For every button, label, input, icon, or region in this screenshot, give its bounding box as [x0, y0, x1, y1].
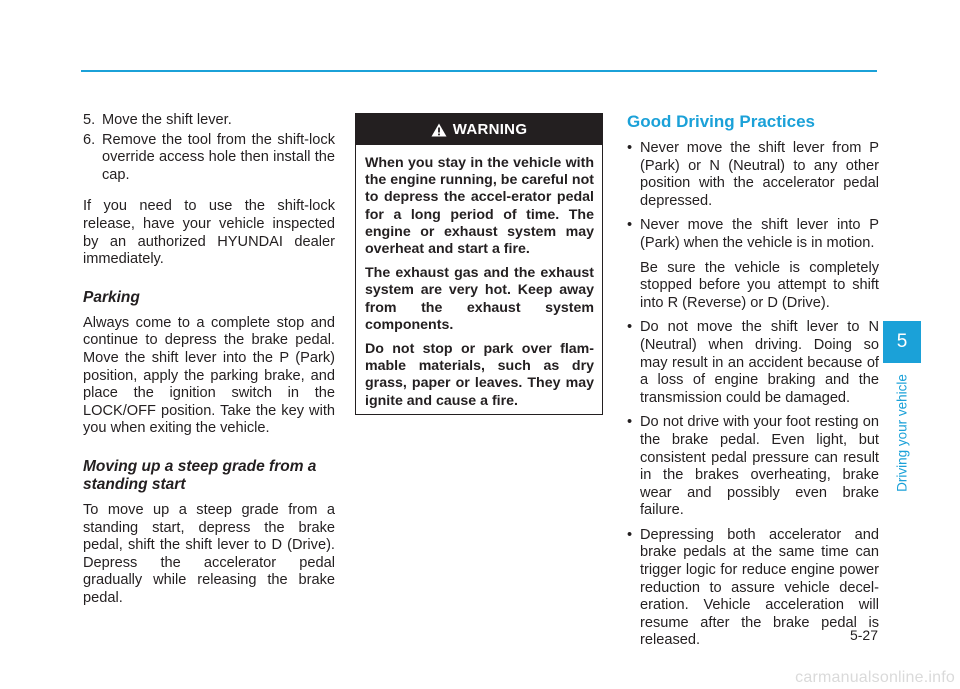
warning-title: WARNING	[452, 121, 528, 138]
bullet-dot: •	[627, 140, 633, 156]
bullet-dot: •	[627, 526, 633, 543]
left-column	[83, 112, 335, 607]
warning-paragraph: The exhaust gas and the exhaust system are very hot. Keep away from the exhaust system components.	[365, 265, 594, 333]
list-item	[627, 217, 879, 312]
bullet-text: Never move the shift lever from P (Park) or N (Neutral) to any other position with the accelerator pedal depressed.	[640, 140, 879, 209]
bullet-dot: •	[627, 414, 633, 431]
steep-grade-heading: Moving up a steep grade from a standing start	[83, 457, 317, 493]
chapter-label	[882, 368, 922, 498]
step-number: 5.	[83, 112, 96, 128]
bullet-text: Never move the shift lever into P (Park) when the vehicle is in motion.	[640, 217, 879, 251]
watermark: carmanualsonline.info	[795, 669, 955, 686]
parking-paragraph: Always come to a complete stop and continue to depress the brake pedal. Move the shift lever into the P (Park) position, apply the parking brake, and place the ignition switch in the LOCK/OFF position. Take the key with you when exiting the vehicle.	[83, 314, 335, 437]
step-item	[83, 112, 335, 130]
step-number: 6.	[83, 131, 96, 148]
warning-header	[356, 114, 602, 145]
right-column	[627, 112, 879, 657]
warning-paragraph: When you stay in the vehicle with the engine running, be careful not to depress the accel-erator pedal for a long period of time. The engine or exhaust system may overheat and start a fire.	[365, 155, 594, 258]
chapter-tab: 5	[883, 321, 921, 363]
page-number: 5-27	[849, 627, 878, 643]
steep-grade-paragraph: To move up a steep grade from a standing start, depress the brake pedal, shift the shift lever to D (Drive). Depress the accelerator pedal gradually while releasing the brake pedal.	[83, 501, 335, 606]
list-item	[627, 319, 879, 407]
bullet-dot: •	[627, 217, 633, 234]
step-text: Move the shift lever.	[102, 112, 232, 128]
parking-heading: Parking	[83, 288, 140, 306]
shift-lock-paragraph: If you need to use the shift-lock release, have your vehicle inspected by an authorized HYUNDAI dealer immediately.	[83, 198, 335, 268]
bullet-text: Do not drive with your foot resting on the brake pedal. Even light, but consistent pedal pressure can result in the brakes overheating, brake wear and possibly even brake failure.	[640, 414, 879, 519]
list-item	[627, 414, 879, 520]
top-rule	[81, 70, 877, 72]
warning-triangle-icon	[431, 123, 447, 137]
warning-paragraph: Do not stop or park over flam-mable materials, such as dry grass, paper or leaves. They may ignite and cause a fire.	[365, 341, 594, 409]
warning-body	[356, 145, 602, 410]
bullet-text: Do not move the shift lever to N (Neutral) when driving. Doing so may result in an accident because of a loss of engine braking and the transmission could be damaged.	[640, 319, 879, 406]
bullet-dot: •	[627, 319, 633, 336]
bullet-extra-text: Be sure the vehicle is completely stopped before you attempt to shift into R (Reverse) or D (Drive).	[640, 259, 879, 311]
bullet-text: Depressing both accelerator and brake pedals at the same time can trigger logic for reduce engine power reduction to assure vehicle decel-eration. Vehicle acceleration will resume after the brake pedal is released.	[640, 526, 879, 649]
section-title: Good Driving Practices	[627, 112, 815, 131]
warning-box	[355, 113, 603, 415]
chapter-label-text: Driving your vehicle	[894, 374, 910, 492]
step-text: Remove the tool from the shift-lock override access hole then install the cap.	[102, 131, 335, 183]
step-item	[83, 132, 335, 185]
list-item	[627, 140, 879, 210]
